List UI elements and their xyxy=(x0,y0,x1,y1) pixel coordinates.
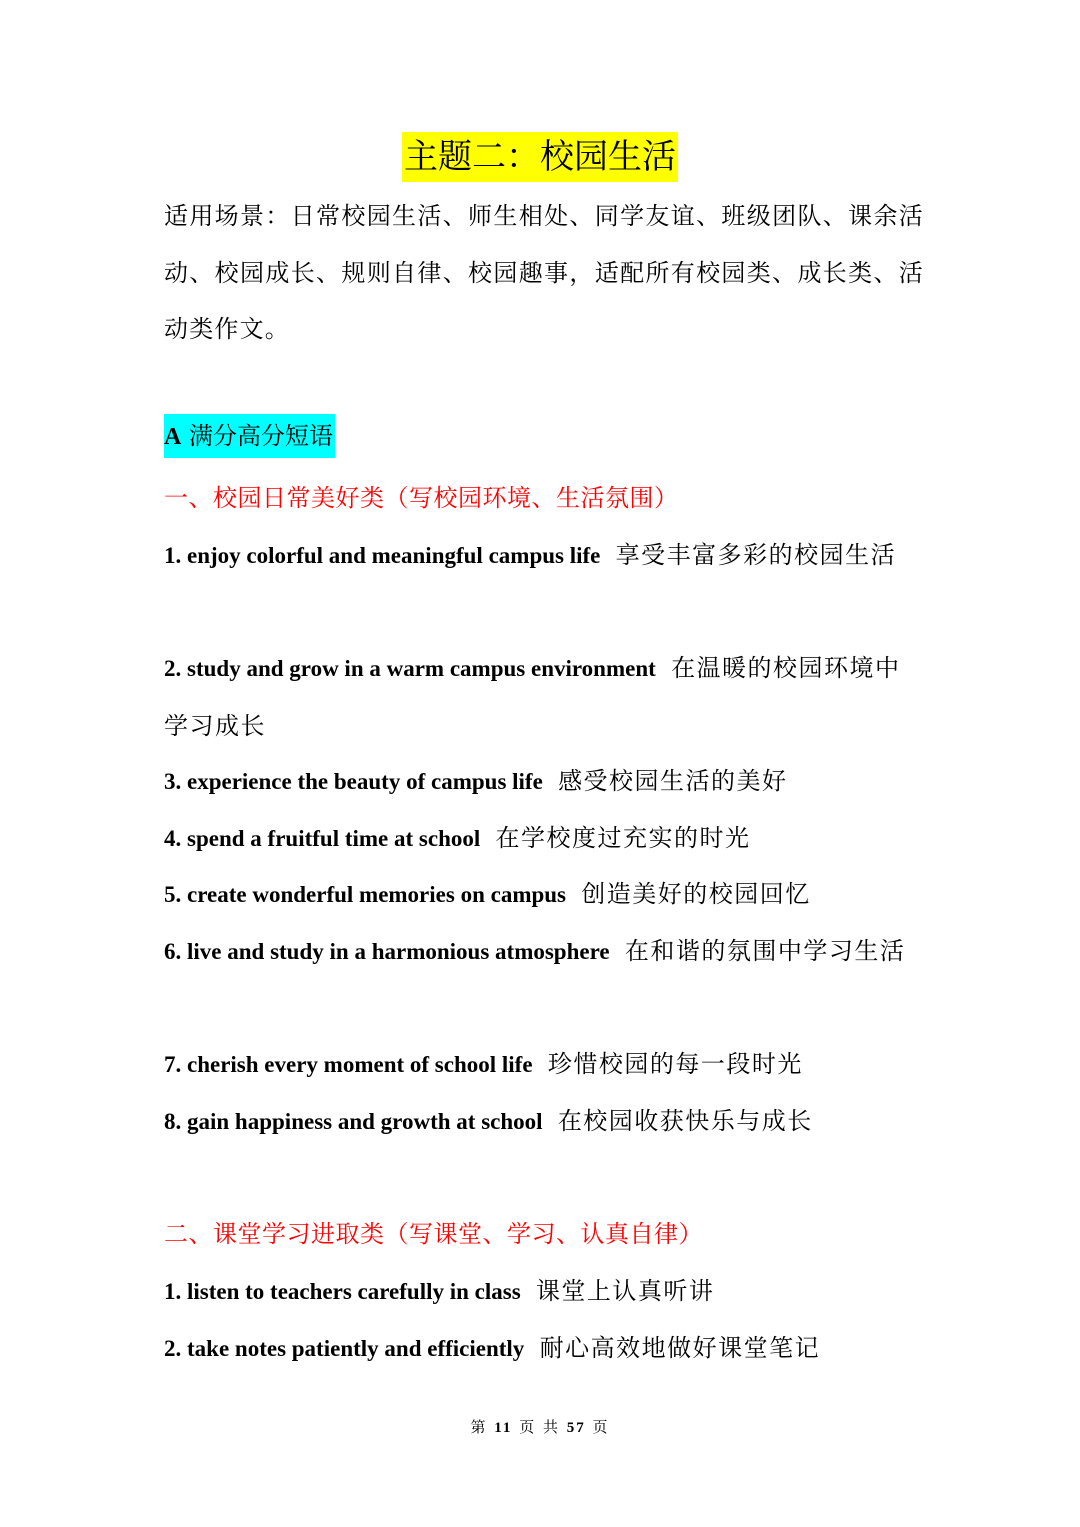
category-heading-2: 二、课堂学习进取类（写课堂、学习、认真自律） xyxy=(164,1220,703,1248)
phrase-english: 1. listen to teachers carefully in class xyxy=(164,1279,521,1304)
section-a-label: 满分高分短语 xyxy=(181,422,333,450)
phrase-chinese: 创造美好的校园回忆 xyxy=(581,880,811,908)
phrase-english: 4. spend a fruitful time at school xyxy=(164,826,481,851)
phrase-chinese: 在和谐的氛围中学习生活 xyxy=(624,937,906,965)
section-a-heading xyxy=(164,414,335,458)
footer-page-number: 11 xyxy=(494,1420,513,1436)
phrase-chinese: 课堂上认真听讲 xyxy=(535,1277,715,1305)
phrase-english: 6. live and study in a harmonious atmosphere xyxy=(164,939,610,964)
footer-middle: 页 共 xyxy=(519,1418,560,1436)
phrase-item xyxy=(164,640,924,754)
phrase-item xyxy=(164,1320,924,1378)
intro-paragraph: 适用场景：日常校园生活、师生相处、同学友谊、班级团队、课余活动、校园成长、规则自律、校园趣事，适配所有校园类、成长类、活动类作文。 xyxy=(164,202,924,343)
phrase-item xyxy=(164,810,924,868)
category-heading-1: 一、校园日常美好类（写校园环境、生活氛围） xyxy=(164,484,679,512)
phrase-item xyxy=(164,923,924,981)
phrase-chinese: 耐心高效地做好课堂笔记 xyxy=(539,1334,821,1362)
phrase-chinese: 在温暖的校园环境中学习成长 xyxy=(164,654,901,740)
phrase-chinese: 在校园收获快乐与成长 xyxy=(557,1107,813,1135)
phrase-english: 5. create wonderful memories on campus xyxy=(164,882,567,907)
phrase-chinese: 享受丰富多彩的校园生活 xyxy=(615,541,897,569)
title-wrap xyxy=(0,132,1080,182)
footer-total-pages: 57 xyxy=(566,1420,586,1436)
phrase-english: 2. study and grow in a warm campus environment xyxy=(164,656,656,681)
phrase-english: 7. cherish every moment of school life xyxy=(164,1052,533,1077)
section-a-letter: A xyxy=(164,424,182,450)
phrase-english: 1. enjoy colorful and meaningful campus life xyxy=(164,543,601,568)
phrase-item xyxy=(164,866,924,924)
footer-suffix: 页 xyxy=(592,1418,610,1436)
phrase-item xyxy=(164,1036,924,1094)
phrase-item xyxy=(164,527,924,585)
phrase-english: 8. gain happiness and growth at school xyxy=(164,1109,543,1134)
phrase-english: 3. experience the beauty of campus life xyxy=(164,769,543,794)
phrase-chinese: 在学校度过充实的时光 xyxy=(495,824,751,852)
footer-prefix: 第 xyxy=(470,1418,488,1436)
phrase-chinese: 感受校园生活的美好 xyxy=(558,767,788,795)
phrase-item xyxy=(164,1093,924,1151)
phrase-item xyxy=(164,1263,924,1321)
page-title: 主题二：校园生活 xyxy=(402,132,678,182)
phrase-chinese: 珍惜校园的每一段时光 xyxy=(547,1050,803,1078)
phrase-english: 2. take notes patiently and efficiently xyxy=(164,1336,525,1361)
phrase-item xyxy=(164,753,924,811)
page-footer xyxy=(0,1416,1080,1437)
